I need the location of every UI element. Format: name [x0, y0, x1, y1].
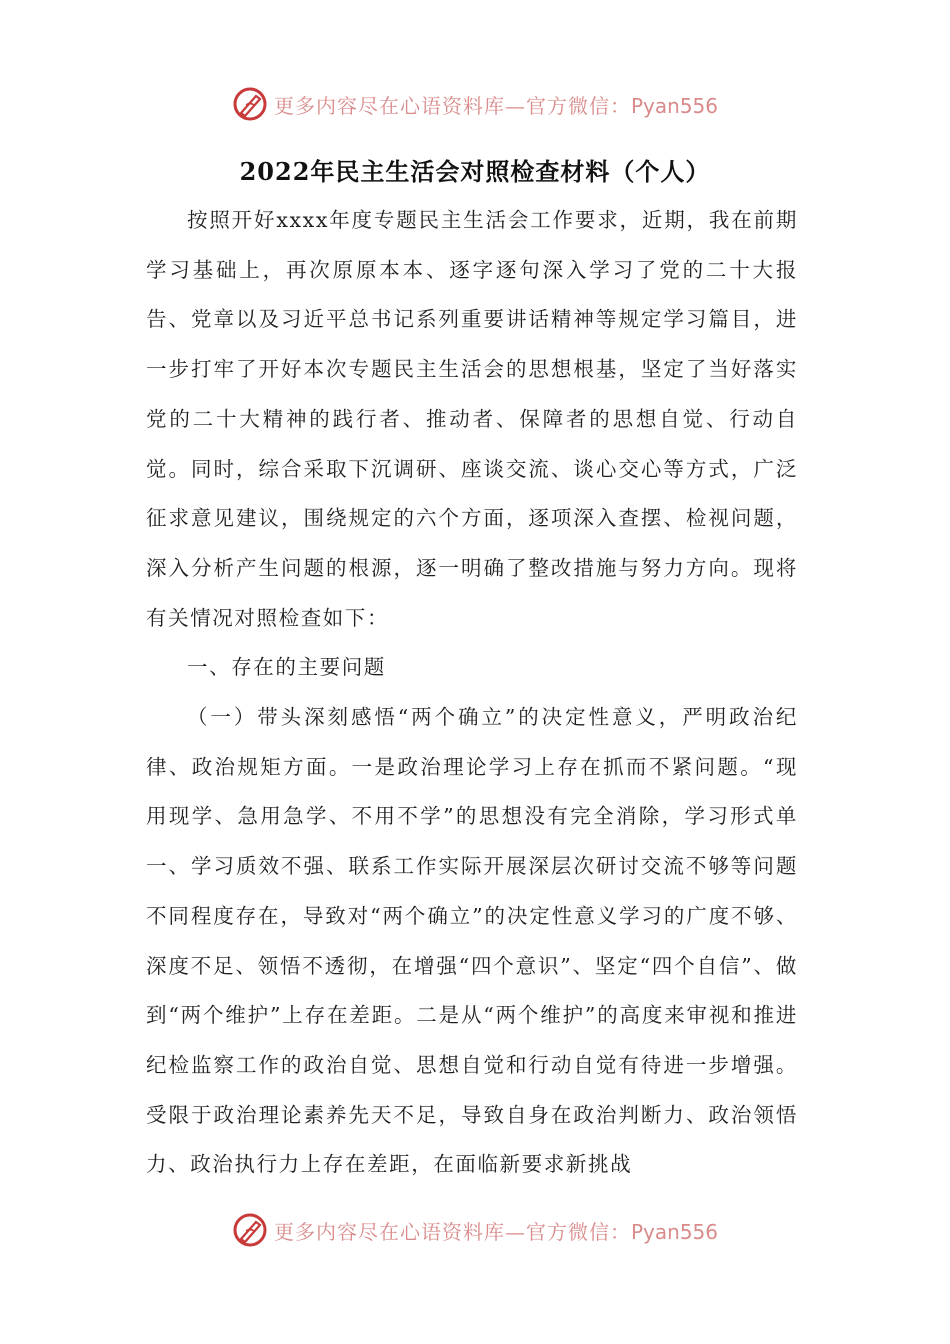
watermark-brand: Pyan556	[630, 93, 718, 118]
document-body	[146, 196, 798, 1190]
watermark-footer	[0, 1210, 950, 1250]
watermark-text: 更多内容尽在心语资料库—官方微信：Pyan556	[273, 93, 718, 118]
paragraph-intro: 按照开好xxxx年度专题民主生活会工作要求，近期，我在前期学习基础上，再次原原本本、逐字逐句深入学习了党的二十大报告、党章以及习近平总书记系列重要讲话精神等规定学习篇目，进一步打牢了开好本次专题民主生活会的思想根基，坚定了当好落实党的二十大精神的践行者、推动者、保障者的思想自觉、行动自觉。同时，综合采取下沉调研、座谈交流、谈心交心等方式，广泛征求意见建议，围绕规定的六个方面，逐项深入查摆、检视问题，深入分析产生问题的根源，逐一明确了整改措施与努力方向。现将有关情况对照检查如下：	[146, 208, 798, 630]
pen-logo-icon	[232, 86, 268, 122]
section-heading: 一、存在的主要问题	[187, 655, 386, 680]
watermark-brand: Pyan556	[630, 1219, 718, 1244]
watermark-header	[0, 84, 950, 124]
document-title: 2022年民主生活会对照检查材料（个人）	[239, 157, 711, 186]
paragraph-issue-1: （一）带头深刻感悟“两个确立”的决定性意义，严明政治纪律、政治规矩方面。一是政治理论学习上存在抓而不紧问题。“现用现学、急用急学、不用不学”的思想没有完全消除，学习形式单一、学习质效不强、联系工作实际开展深层次研讨交流不够等问题不同程度存在，导致对“两个确立”的决定性意义学习的广度不够、深度不足、领悟不透彻，在增强“四个意识”、坚定“四个自信”、做到“两个维护”上存在差距。二是从“两个维护”的高度来审视和推进纪检监察工作的政治自觉、思想自觉和行动自觉有待进一步增强。受限于政治理论素养先天不足，导致自身在政治判断力、政治领悟力、政治执行力上存在差距，在面临新要求新挑战	[146, 705, 798, 1177]
pen-logo-icon	[232, 1212, 268, 1248]
watermark-text: 更多内容尽在心语资料库—官方微信：Pyan556	[273, 1219, 718, 1244]
